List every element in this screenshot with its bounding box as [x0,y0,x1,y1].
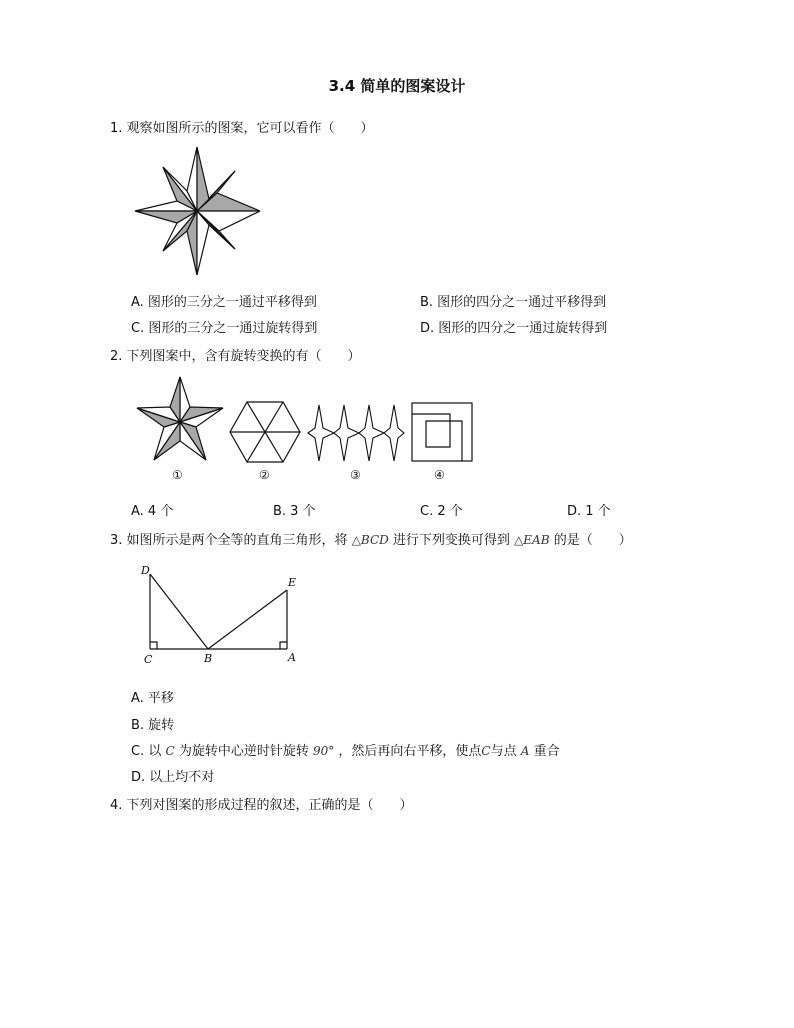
q3-option-a: A. 平移 [131,691,174,706]
q2-square-pattern-figure [410,401,474,463]
q3-option-c-part1: C. 以 [131,744,162,759]
q2-option-d: D. 1 个 [567,504,611,519]
q3-stem-after: 的是（ ） [553,533,632,548]
q3-right-triangles-figure [135,560,305,670]
point-a-label: A [288,651,296,664]
q2-figure-label-2: ② [259,468,270,482]
q2-five-point-star-figure [135,374,225,464]
q3-option-c-point-a: A [520,744,530,758]
q2-figure-label-3: ③ [350,468,361,482]
question-2-stem: 2. 下列图案中，含有旋转变换的有（ ） [110,349,361,364]
q2-figure-label-4: ④ [434,468,445,482]
q3-option-b: B. 旋转 [131,718,175,733]
question-1-stem: 1. 观察如图所示的图案，它可以看作（ ） [110,121,374,136]
q3-stem-middle: 进行下列变换可得到 [392,533,510,548]
q2-figure-label-1: ① [172,468,183,482]
q3-triangle-bcd: △BCD [351,533,389,547]
q2-star-chain-figure [306,403,406,463]
question-4-stem: 4. 下列对图案的形成过程的叙述，正确的是（ ） [110,798,413,813]
q2-option-b: B. 3 个 [273,504,316,519]
q3-option-d: D. 以上均不对 [131,770,215,785]
point-e-label: E [288,576,297,589]
q3-option-c-part4: 与点 [490,744,517,759]
q2-hexagon-figure [228,400,302,464]
point-d-label: D [141,564,150,577]
point-b-label: B [204,652,213,665]
q3-stem-before: 3. 如图所示是两个全等的直角三角形，将 [110,533,348,548]
question-3-stem [110,529,632,548]
q3-option-c-angle: 90° [312,744,335,758]
q3-option-c-part2: 为旋转中心逆时针旋转 [178,744,309,759]
q3-option-c-part3: ，然后再向右平移，使点 [338,744,482,759]
q3-option-c-part5: 重合 [533,744,560,759]
q1-eight-point-star-figure [130,145,265,277]
q3-option-c [131,740,560,759]
q2-option-a: A. 4 个 [131,504,174,519]
point-c-label: C [144,653,153,666]
q1-option-a: A. 图形的三分之一通过平移得到 [131,295,317,310]
q1-option-d: D. 图形的四分之一通过旋转得到 [420,321,608,336]
page-title: 3.4 简单的图案设计 [328,77,466,95]
q3-option-c-point-c2: C [481,744,491,758]
q3-triangle-eab: △EAB [514,533,550,547]
q1-option-c: C. 图形的三分之一通过旋转得到 [131,321,318,336]
q3-option-c-point-c: C [165,744,175,758]
q2-option-c: C. 2 个 [420,504,463,519]
q1-option-b: B. 图形的四分之一通过平移得到 [420,295,607,310]
